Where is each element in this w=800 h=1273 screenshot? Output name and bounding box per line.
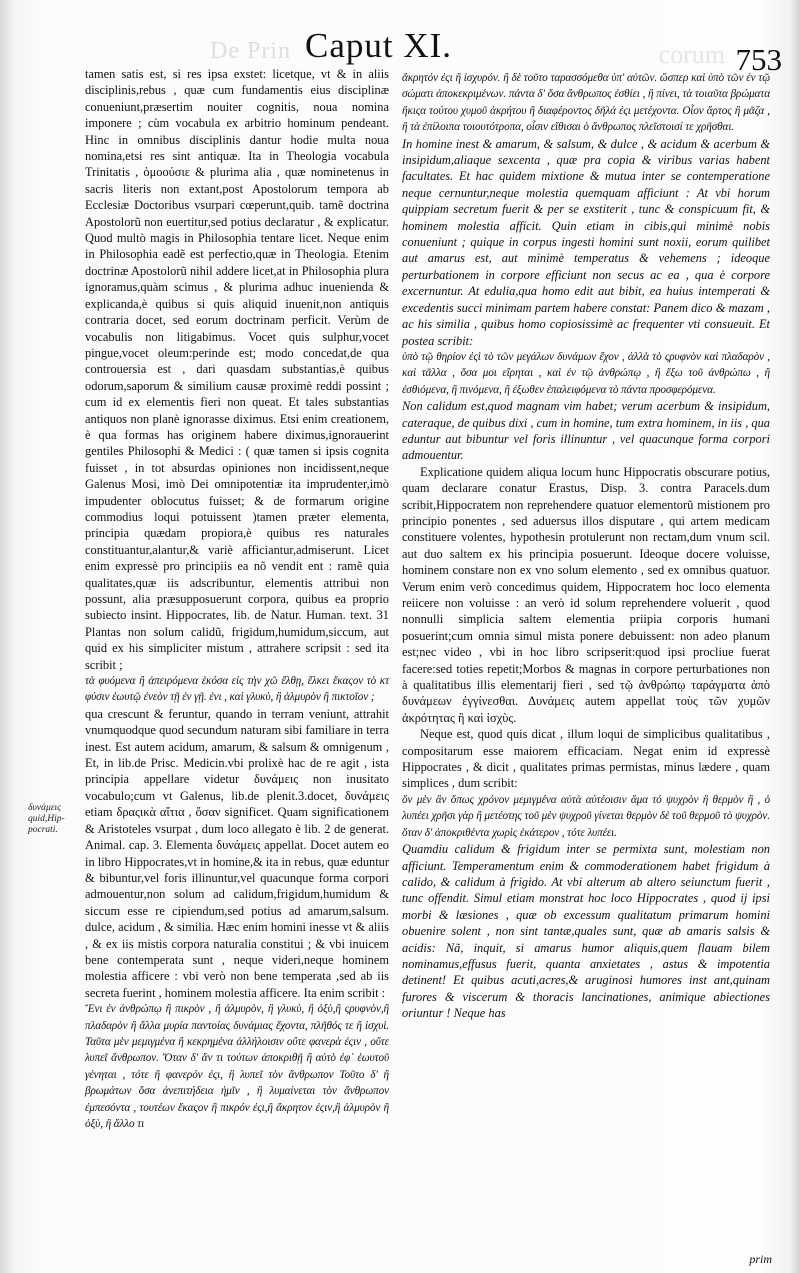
paragraph: qua crescunt & feruntur, quando in terram veniunt, attrahit vnumquodque quod secundum naturam sibi familiare in terra inest. Est autem acidum, amarum, & salsum & omnigenum , Et, in lib.de Prisc. Medicin.vbi prolixè hac de re agit , ista principia appellare videtur δυνάμεις non inusitato vocabulo;cum vt Galenus, lib.de plenit.3.docet, δυνάμεις etiam δραςικὰ αἴτια , ὅσαν significet. Quam significationem & Aristoteles vsurpat , dum loco allegato è lib. 2 de generat. Animal. cap. 3. Elementa δυνάμεις appellat. Docet autem eo in libro Hippocrates,vt in homine,& ita in rebus, quæ eduntur & bibuntur,vel foris illinuntur,vel quacunque forma corpori admouentur,non solum ad calidum,frigidum,humidum & siccum esse re cipiendum,sed potius ad amarum,salsum. dulce, acidum , & similia. Hæc enim homini inesse vt & aliis , & ex iis mistis corpora naturalia constitui ; & vbi inuicem bene contemperata sunt , neque videri,neque hominem molestia afficere : vbi verò non bene temperata ,sed ab iis secreta fuerint , hominem molestia afficere. Ita enim scribit : — [85, 706, 389, 1000]
greek-quotation: ὑπὸ τῷ θηρίον ἐςὶ τὸ τῶν μεγάλων δυνάμων ἔχον , ἀλλὰ τὸ ςρυφνὸν καὶ πλαδαρὸν , καὶ τᾶλλα , ὅσα μοι εἴρηται , καὶ ἐν τῷ ἀνθρώπῳ , ἢ ἔξω τοῦ ἀνθρώπω , ἢ ἐσθιόμενα, ἢ πινόμενα, ἢ ἐξωθεν ἐπαλειφόμενα τὸ πάντα προσφερόμενα. — [402, 350, 770, 396]
paragraph: Neque est, quod quis dicat , illum loqui de simplicibus qualitatibus , compositarum esse maiorem efficaciam. Negat enim id expressè Hippocrates , & dicit , qualitates primas permistas, minus lædere , quam simplices , dum scribit: — [402, 727, 770, 791]
greek-quotation: τὰ φυόμενα ἢ ἀπειρόμενα ἑκόσα εἰς τὴν χῶ ἕλθῃ, ἕλκει ἕκαςον τὸ κτ φύσιν ἑωυτῷ ἐνεὸν τῇ ἐν γῇ. ἐνι , καὶ γλυκὺ, ἢ ἁλμυρὸν ἢ πικτοῖον ; — [85, 675, 389, 704]
paragraph: tamen satis est, si res ipsa exstet: licetque, vt & in aliis disciplinis,rebus , quæ cum fundamentis eius disciplinæ conueniunt,præsertim nouiter cognitis, noua nomina imponere ; cùm vocabula ex arbitrio hominum pendeant. Hinc in omnibus disciplinis dantur hodie multa noua nomina,etsi res sint antiquæ. Ita in Theologia vocabula Trinitatis , ὁμοούσιε & plurima alia , quæ nominetenus in sacris literis non extant,post Apostolorum tempora ab Ecclesiæ Doctoribus vsurpari cœperunt,quib. tamẽ doctrina Apostolorũ non euertitur,sed potius declaratur , & explicatur. Quod multò magis in Philosophia tentare licet. Neque enim in Philosophia eadẽ est perfectio,quæ in Theologia. Etenim doctrinæ Apostolorũ nihil addere licet,at in Philosophia plura ignoramus,quàm scimus , & plurima adhuc inuenienda & explicanda,è quibus si quis aliquid inuenit,non antiquis contraria docet, sed eorum doctrinam perficit. Verùm de vocabulis non litigabimus. Vocet quis sulphur,vocet pingue,vocet oleum:perinde est; modo concedat,de qua controuersia est , dari quasdam substantias,è quibus odorum,saporum & similium causæ proximè reddi possint ; cum id ex elementis fieri non queat. Et tales substantias antiquos non planè ignorasse diximus. Etsi enim creationem, è qua formas has originem habere diximus,ignorauerint gentiles Philosophi & Medici : ( quæ tamen si ipsis cognita fuisset , in tot absurdas opiniones non incidissent,neque Galenus Mosi, imò Dei omnipotentiæ ita imprudenter,imò impudenter oblocutus fuisset; & de formarum origine commodius loqui potuissent )tamen præter elementa, principia quædam propiora,è quibus res naturales constituantur,alantur,& variè afficiantur,admiserunt. Licet enim expressè pro principiis ea nõ vendit ent : ramẽ quia qualitates,quæ iis adscribuntur, elementis attribui non possunt, alia præsupposuerunt corpora, quibus ea proprio subiecto insint. Hippocrates, lib. de Natur. Human. text. 31 Plantas non solum calidũ, frigidum,humidum,siccum, aut quid ex his simpliciter mistum , attrahere scripsit : sed ita scribit ; — [85, 67, 389, 672]
latin-translation: Non calidum est,quod magnam vim habet; verum acerbum & insipidum, cateraque, de quibus dixi , cum in homine, tum extra hominem, in iis , qua eduntur aut bibuntur vel foris illinuntur , vel quacunque forma corpori admouentur. — [402, 399, 770, 463]
chapter-heading: Caput XI. — [305, 26, 453, 65]
catchword: prim — [749, 1252, 772, 1266]
right-column — [402, 70, 770, 1022]
latin-translation: In homine inest & amarum, & salsum, & dulce , & acidum & acerbum & insipidum,aliaque sexcenta , quæ pra copia & viribus varias habent facultates. Et hac quidem mixtione & mutua inter se contemperatione neque cernuntur,neque molestia quemquam afficiunt : At vbi horum quippiam secretum fuerit & per se exstiterit , tunc & conspicuum fit, & hominem molestia afficit. Quin etiam in cibis,qui minimè nobis conueniunt ; quique in corpus ingesti homini sunt noxii, eorum quilibet aut amarus est, aut minimè temperatus & vehemens ; ideoque perturbationem in corpore efficiunt non secus ac ea , qua è corpore excernuntur. At edulia,qua homo edit aut bibit, ea huius intemperati & excedentis succi minimam partem habere constat: Panem dico & mazam , ac his similia , quibus homo copiosissimè ac frequenter vti consueuit. Et postea scribit: — [402, 136, 770, 348]
bleed-through-text: De Prin — [210, 38, 291, 64]
left-column — [85, 66, 389, 1132]
paragraph: Explicatione quidem aliqua locum hunc Hippocratis obscurare potius, quam declarare conatur Erastus, Disp. 3. contra Paracels.dum scribit,Hippocratem non reprehendere quatuor elementorũ mistionem pro principio ponentes , sed aduersus illos disputare , qui artem medicam constituere volentes, hypothesin protulerunt non rectam,dum vnum scil. aut duo saltem ex his principia posuerunt. Ideoque docere voluisse, hominem constare non ex vno solum elemento , sed ex omnibus quatuor. Verum enim verò concedimus quidem, Hippocratem hoc loco elementa reiicere non voluisse : an verò id solum reprehendere voluerit , quod nonnulli simplicia saltem elementia priipia corporis humani posuerint;cum omnia simul mista ponere debuissent: non adeo planum est;nec video , vbi in hoc libro scripserit:quod ipsi procliue fuerat facere:sed toties repetit;Morbos & magnas in corpore perturbationes non à qualitatibus illis elementarij fieri , sed τῷ ἀνθρώπῳ ταράγματα ἀπὸ δυνάμεων ἐγγίνεσθαι. Δυνάμεις autem appellat τοὺς τῶν χυμῶν ἀκρότητας ἢ καὶ ἰσχὺς. — [402, 464, 770, 725]
greek-quotation: ἄκρητόν ἐςι ἢ ἰσχυρόν. ἢ δὲ τοῦτο ταρασσόμεθα ὑπ' αὐτῶν. ὥσπερ καὶ ὑπὸ τῶν ἐν τῷ σώματι ἀποκεκριμένων. πάντα δ' ὅσα ἄνθρωπος ἐσθίει , ἢ πίνει, τὰ τοιαῦτα βρώματα ἥκιςα τούτου χυμοῦ ἀκρήτου ἢ διαφέροντος δῆλά ἐςι μετέχοντα. Οἷον ἄρτος ἢ μᾶζα , ἢ τὰ ἐπίλοιπα τοιουτότροπα, οἷσιν εἴθισαι ὁ ἄνθρωπος πλεῖστοισί τε χρῆσθαι. — [402, 72, 770, 134]
latin-translation: Quamdiu calidum & frigidum inter se permixta sunt, molestiam non afficiunt. Temperamentum enim & commoderationem habet frigidum à calido, & calidum à frigido. At vbi alterum ab altero seiunctum fuerit , tunc offendit. Simul etiam monstrat hoc loco Hippocrates , quod ij ipsi morbi & læsiones , quæ ob excessum qualitatum primarum homini obuenire solent , non sint tantæ,quales sunt, quæ ab amaris salsis & acidis: Nã, inquit, si amarus humor aliquis,quem flauam bilem nominamus,effusus fuerit, quanta anxietates , astus & impotentia detinent! Et quibus acuti,acres,& aruginosi humores inst ant,quinam furores & viscerum & thoracis lancinationes, animique abiectiones oriuntur ! Neque has — [402, 842, 770, 1021]
page-edge-shadow — [790, 0, 800, 1273]
page-number: 753 — [735, 42, 782, 77]
bleed-through-text-right: corum — [658, 40, 725, 69]
margin-note: δυνάμεις quid,Hip-pocrati. — [28, 803, 65, 835]
running-header — [0, 18, 800, 77]
greek-quotation: Ἔνι ἐν ἀνθρώπῳ ἢ πικρὸν , ἢ ἁλμυρὸν, ἢ γλυκὺ, ἢ ὀξὺ,ἢ ςρυφνὸν,ἢ πλαδαρὸν ἢ ἄλλα μυρία παντοίας δυνάμιας ἔχοντα, πλῆθός τε ἢ ἰσχυὶ. Ταῦτα μὲν μεμιγμένα ἢ κεκρημένα ἀλλήλοισιν οὔτε φανερὰ ἐςιν , οὔτε λυπεῖ ἄνθρωπον. Ὅταν δ' ἄν τι τούτων ἀποκριθῇ ἢ αὐτὸ ἐφ᾽ ἑωυτοῦ γένηται , τότε ἢ φανερόν ἐςι, ἢ λυπεῖ τὸν ἄνθρωπον Τοῦτο δ' ἢ βρωμάτων ὅσα ἀνεπιτήδεια ἡμῖν , ἢ λυμαίνεται τὸν ἄνθρωπον ἐμπεσόντα , τουτέων ἕκαςον ἢ πικρόν ἐςι,ἢ ἄκρητον ἐςιν,ἢ ἁλμυρὸν ἢ ὀξὺ, ἢ ἄλλο τι — [85, 1003, 389, 1130]
greek-quotation: ὅν μὲν ἂν ὅπως χρόνον μεμιγμένα αὐτὰ αὐτέοισιν ἅμα τό ψυχρὸν ἢ θερμὸν ἢ , ὁ λυπέει χρῆσι γὰρ ἢ μετέοτης τοῦ μὲν ψυχροῦ γίνεται θερμὸν δὲ τοῦ θερμοῦ τὸ ψυχρὸν. ὅταν δ' ἀποκριθέντα χωρὶς ἑκάτερον , τότε λυπέει. — [402, 793, 770, 839]
